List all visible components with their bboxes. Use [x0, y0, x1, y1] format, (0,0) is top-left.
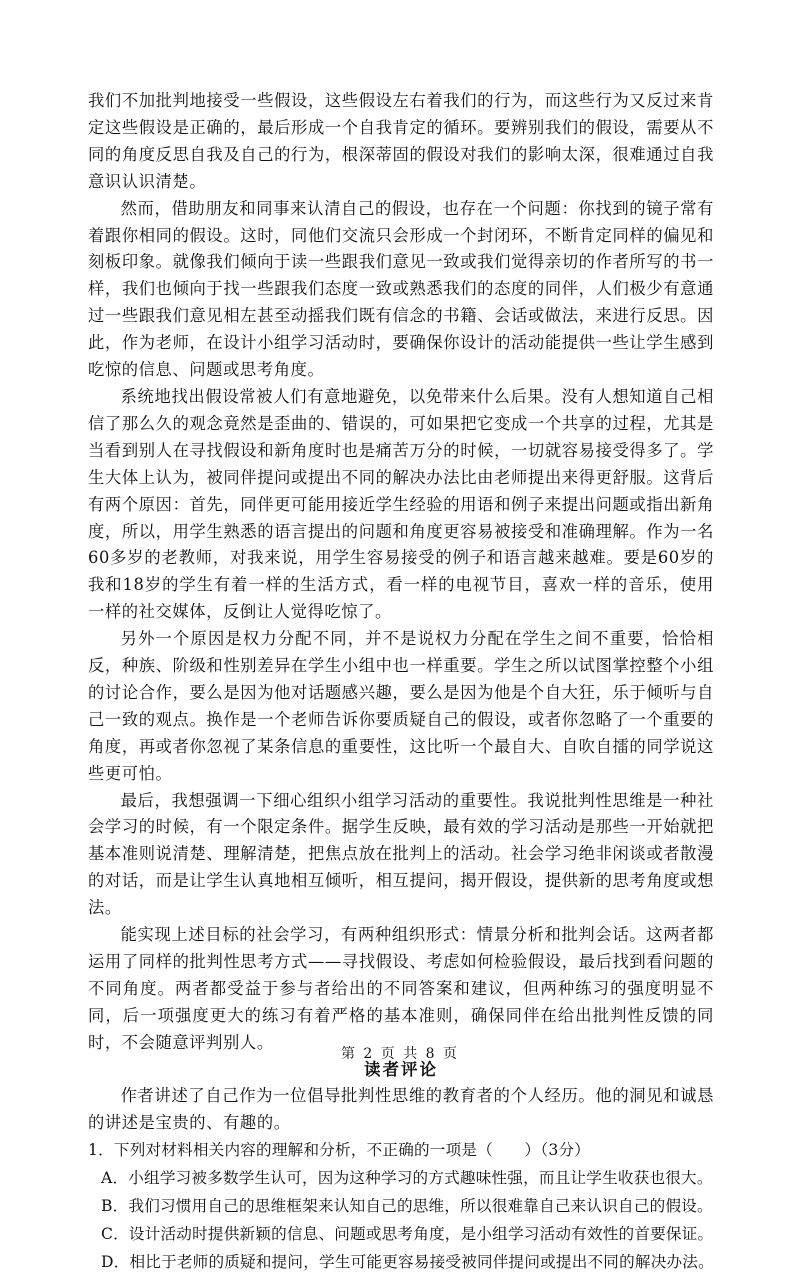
paragraph-3: 系统地找出假设常被人们有意地避免，以免带来什么后果。没有人想知道自己相信了那么久的观念竟然是歪曲的、错误的，可如果把它变成一个共享的过程，尤其是当看到别人在寻找假设和新角度时也是痛苦万分的时候，一切就容易接受得多了。学生大体上认为，被同伴提问或提出不同的解决办法比由老师提出来得更舒服。这背后有两个原因：首先，同伴更可能用接近学生经验的用语和例子来提出问题或指出新角度，所以，用学生熟悉的语言提出的问题和角度更容易被接受和准确理解。作为一名60多岁的老教师，对我来说，用学生容易接受的例子和语言越来越难。要是60岁的我和18岁的学生有着一样的生活方式，看一样的电视节目，喜欢一样的音乐，使用一样的社交媒体，反倒让人觉得吃惊了。 [88, 386, 714, 622]
option-d: D．相比于老师的质疑和提问，学生可能更容易接受被同伴提问或提出不同的解决办法。 [101, 1253, 714, 1272]
paragraph-2: 然而，借助朋友和同事来认清自己的假设，也存在一个问题：你找到的镜子常有着跟你相同的假设。这时，同他们交流只会形成一个封闭环，不断肯定同样的偏见和刻板印象。就像我们倾向于读一些跟我们意见一致或我们觉得亲切的作者所写的书一样，我们也倾向于找一些跟我们态度一致或熟悉我们的态度的同伴，人们极少有意通过一些跟我们意见相左甚至动摇我们既有信念的书籍、会话或做法，来进行反思。因此，作为老师，在设计小组学习活动时，要确保你设计的活动能提供一些让学生感到吃惊的信息、问题或思考角度。 [88, 198, 714, 380]
paragraph-4: 另外一个原因是权力分配不同，并不是说权力分配在学生之间不重要，恰恰相反，种族、阶级和性别差异在学生小组中也一样重要。学生之所以试图掌控整个小组的讨论合作，要么是因为他对话题感兴趣，要么是因为他是个自大狂，乐于倾听与自己一致的观点。换作是一个老师告诉你要质疑自己的假设，或者你忽略了一个重要的角度，再或者你忽视了某条信息的重要性，这比听一个最自大、自吹自擂的同学说这些更可怕。 [88, 629, 714, 783]
paragraph-1: 我们不加批判地接受一些假设，这些假设左右着我们的行为，而这些行为又反过来肯定这些假设是正确的，最后形成一个自我肯定的循环。要辨别我们的假设，需要从不同的角度反思自我及自己的行为，根深蒂固的假设对我们的影响太深，很难通过自我意识认识清楚。 [88, 91, 714, 191]
paragraph-6: 能实现上述目标的社会学习，有两种组织形式：情景分析和批判会话。这两者都运用了同样的批判性思考方式——寻找假设、考虑如何检验假设，最后找到看问题的不同角度。两者都受益于参与者给出的不同答案和建议，但两种练习的强度明显不同，后一项强度更大的练习有着严格的基本准则，确保同伴在给出批判性反馈的同时，不会随意评判别人。 [88, 925, 714, 1052]
option-b: B．我们习惯用自己的思维框架来认知自己的思维，所以很难靠自己来认识自己的假设。 [101, 1197, 713, 1216]
option-a: A．小组学习被多数学生认可，因为这种学习的方式趣味性强，而且让学生收获也很大。 [101, 1169, 713, 1188]
question-1 [88, 1136, 714, 1276]
reader-review-text: 作者讲述了自己作为一位倡导批判性思维的教育者的个人经历。他的洞见和诚恳的讲述是宝贵的、有趣的。 [88, 1085, 714, 1132]
page-content [88, 88, 714, 1276]
reader-review-heading: 读者评论 [364, 1059, 438, 1079]
question-stem: 1．下列对材料相关内容的理解和分析，不正确的一项是（ ）（3分） [88, 1141, 591, 1160]
page-footer: 第 2 页 共 8 页 [340, 1046, 460, 1062]
paragraph-5: 最后，我想强调一下细心组织小组学习活动的重要性。我说批判性思维是一种社会学习的时候，有一个限定条件。据学生反映，最有效的学习活动是那些一开始就把基本准则说清楚、理解清楚，把焦点放在批判上的活动。社会学习绝非闲谈或者散漫的对话，而是让学生认真地相互倾听，相互提问，揭开假设，提供新的思考角度或想法。 [88, 790, 714, 918]
option-c: C．设计活动时提供新颖的信息、问题或思考角度，是小组学习活动有效性的首要保证。 [101, 1225, 714, 1244]
